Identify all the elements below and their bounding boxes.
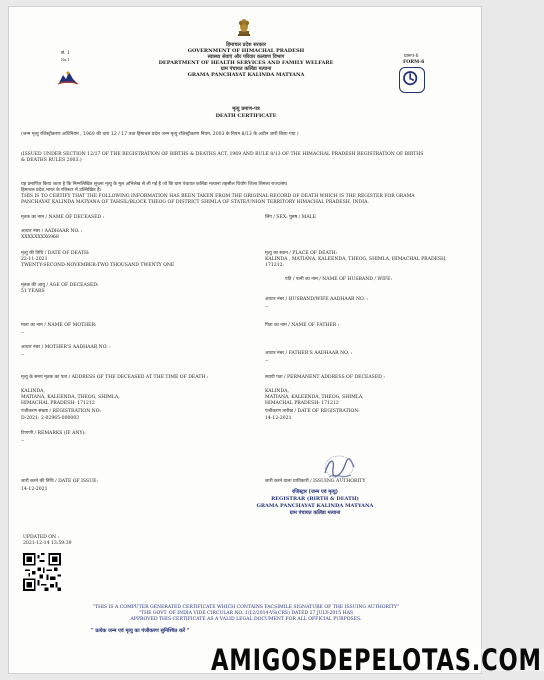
mother-name-label: माता का नाम / NAME OF MOTHER:	[21, 323, 97, 328]
aadhaar-label: आधार नंबर / AADHAAR NO. :	[21, 229, 83, 234]
updated-on-label: UPDATED ON :	[23, 535, 60, 540]
form-label-hindi: प्रारूप-6	[404, 54, 419, 59]
qr-code-icon	[23, 553, 61, 591]
age-label: मृतक की आयु / AGE OF DECEASED:	[21, 283, 99, 288]
panchayat-title: GRAMA PANCHAYAT KALINDA MATYANA	[187, 72, 305, 78]
site-watermark: AMIGOSDEPELOTAS.COM	[211, 643, 542, 677]
registration-date-value: 14-12-2021	[265, 416, 292, 421]
sex-label: लिंग / SEX: पुरुष / MALE	[265, 215, 317, 220]
age-value: 51 YEARS	[21, 289, 45, 294]
department-title-hindi: स्वास्थ्य सेवाएं और परिवार कल्याण विभाग	[207, 54, 285, 60]
permanent-address-label: स्थायी पता / PERMANENT ADDRESS OF DECEASED :	[265, 375, 385, 380]
government-title: GOVERNMENT OF HIMACHAL PRADESH	[187, 48, 305, 54]
crs-logo-icon	[399, 67, 425, 93]
date-of-issue-value: 14-12-2021	[21, 487, 48, 492]
registration-number-value: D-2021: 2-02965-000003	[21, 416, 80, 421]
mother-name-value: --	[21, 331, 25, 336]
certificate-title: DEATH CERTIFICATE	[215, 113, 277, 119]
computer-generated-notice: "THIS IS A COMPUTER GENERATED CERTIFICATE WHICH CONTAINS FACSIMILE SIGNATURE OF THE ISSUING AUTHORITY"	[92, 605, 400, 610]
certify-hindi-line-1: यह प्रमाणित किया जाता है कि निम्नलिखित सूचना मृत्यु के मूल अभिलेख से ली गई है जो कि ग्राम पंचायत कलिंडा मत्याना तहसील थियोग जिला शिमला राज्य/संघ	[21, 182, 288, 187]
spouse-aadhaar-value: --	[265, 305, 269, 310]
permanent-address-line-2: MATIANA, KALEENDA, THEOG, SHIMLA,	[265, 395, 364, 400]
date-of-death-value: 22-11-2021	[21, 257, 48, 262]
registration-number-label: पंजीकरण संख्या / REGISTRATION NO:	[21, 409, 102, 414]
aadhaar-value: XXXXXXXX6968	[21, 235, 59, 240]
address-at-death-label: मृत्यु के समय मृतक का पता / ADDRESS OF THE DECEASED AT THE TIME OF DEATH :	[21, 375, 209, 380]
date-of-death-words: TWENTY-SECOND-NOVEMBER-TWO THOUSAND TWENTY ONE	[21, 263, 175, 268]
certify-line-2: PANCHAYAT KALINDA MATYANA OF TAHSIL/BLOCK THEOG OF DISTRICT SHIMLA OF STATE/UNION TERRITORY HIMACHAL PRADESH, INDIA.	[21, 200, 369, 205]
father-aadhaar-label: आधार नंबर / FATHER'S AADHAAR NO. :	[265, 351, 353, 356]
place-of-death-line-2: 171212.	[265, 263, 284, 268]
father-aadhaar-value: --	[265, 359, 269, 364]
issued-under-line-2: & DEATHS RULES 2003.)	[21, 158, 82, 163]
mother-aadhaar-value: --	[21, 353, 25, 358]
death-certificate	[8, 6, 542, 677]
spouse-aadhaar-label: आधार नंबर / HUSBAND/WIFE AADHAAR NO. :	[265, 297, 368, 302]
place-of-death-label: मृत्यु का स्थान / PLACE OF DEATH:	[265, 251, 338, 256]
place-of-death-line-1: KALINDA , MATIANA, KALEENDA, THEOG, SHIMLA, HIMACHAL PRADESH,	[265, 257, 447, 262]
mother-aadhaar-label: आधार नंबर / MOTHER'S AADHAAR NO. :	[21, 345, 111, 350]
issued-under-line-1: (ISSUED UNDER SECTION 12/17 OF THE REGISTRATION OF BIRTHS & DEATHS ACT, 1969 AND RULE 8/13 OF THE HIMACHAL PRADESH REGISTRATION OF BIRTHS	[21, 152, 424, 157]
registrar-title-hindi: रजिस्ट्रार (जन्म एवं मृत्यु)	[292, 489, 338, 495]
circular-notice: "THE GOVT. OF INDIA VIDE CIRCULAR NO. 1/12/2014-VS(CRS) DATED 27 JULY-2015 HAS	[138, 611, 354, 616]
permanent-address-line-1: KALINDA,	[265, 389, 289, 394]
national-emblem-icon	[235, 17, 253, 39]
form-number: सं. 1	[61, 51, 70, 56]
spouse-name-label: पति / पत्नी का नाम / NAME OF HUSBAND / WIFE:	[285, 277, 393, 282]
address-at-death-line-3: HIMACHAL PRADESH- 171212	[21, 401, 95, 406]
validity-notice: APPROVED THIS CERTIFICATE AS A VALID LEGAL DOCUMENT FOR ALL OFFICIAL PURPOSES.	[130, 617, 362, 622]
state-title-hindi: हिमाचल प्रदेश सरकार	[226, 42, 266, 48]
panchayat-title-hindi: ग्राम पंचायत कलिंडा मत्याना	[220, 66, 272, 72]
registrar-panchayat-hindi: ग्राम पंचायत कलिंडा मत्याना	[289, 510, 341, 516]
father-name-label: पिता का नाम / NAME OF FATHER :	[265, 323, 340, 328]
issued-under-hindi: (जन्म मृत्यु रजिस्ट्रीकरण अधिनियम , 1969 की धारा 12 / 17 तथा हिमाचल प्रदेश जन्म मृत्यु रजिस्ट्रीकरण नियम, 2003 के नियम 8/13 के अधीन जारी किया गया )	[21, 132, 299, 137]
remarks-label: टिप्पणी / REMARKS (IF ANY):	[21, 431, 86, 436]
department-title: DEPARTMENT OF HEALTH SERVICES AND FAMILY WELFARE	[158, 60, 334, 66]
address-at-death-line-1: KALINDA,	[21, 389, 45, 394]
certificate-title-hindi: मृत्यु प्रमाण-पत्र	[232, 106, 260, 112]
form-number-sub: No.1	[61, 58, 70, 62]
certify-line-1: THIS IS TO CERTIFY THAT THE FOLLOWING INFORMATION HAS BEEN TAKEN FROM THE ORIGINAL RECORD OF DEATH WHICH IS THE REGISTER FOR GRAMA	[21, 194, 415, 199]
registration-slogan-hindi: " प्रत्येक जन्म एवं मृत्यु का पंजीकरण सुनिश्चित करें "	[91, 628, 190, 634]
permanent-address-line-3: HIMACHAL PRADESH- 171212	[265, 401, 339, 406]
certify-hindi-line-2: हिमाचल प्रदेश,भारत के रजिस्टर में उल्लिखित है।	[21, 188, 102, 193]
himachal-seal-icon	[57, 69, 79, 85]
address-at-death-line-2: MATIANA, KALEENDA, THEOG, SHIMLA,	[21, 395, 120, 400]
updated-on-value: 2021-12-14 13:59:39	[23, 541, 72, 546]
date-of-issue-label: जारी करने की तिथि / DATE OF ISSUE:	[21, 479, 98, 484]
form-label: FORM-6	[403, 60, 425, 65]
date-of-death-label: मृत्यु की तिथि / DATE OF DEATH:	[21, 251, 90, 256]
remarks-value: --	[21, 439, 25, 444]
deceased-name-label: मृतक का नाम / NAME OF DECEASED :	[21, 215, 105, 220]
issuing-authority-label: जारी करने वाला प्राधिकारी / ISSUING AUTHORITY	[265, 479, 366, 484]
registration-date-label: पंजीकरण तारीख / DATE OF REGISTRATION:	[265, 409, 360, 414]
registrar-panchayat: GRAMA PANCHAYAT KALINDA MATYANA	[256, 503, 374, 509]
registrar-title: REGISTRAR (BIRTH & DEATH)	[271, 496, 359, 502]
